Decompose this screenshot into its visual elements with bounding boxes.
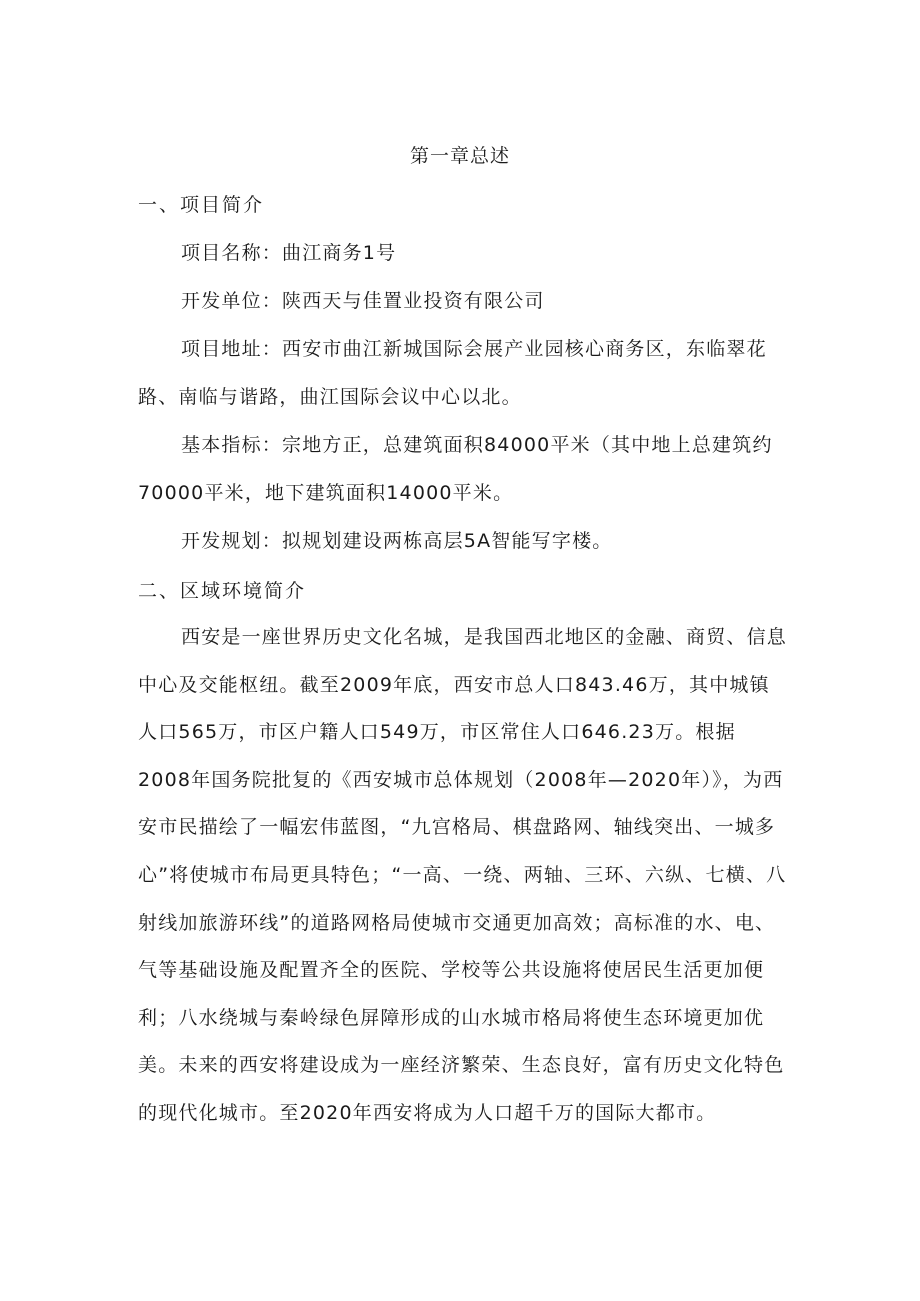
development-plan-paragraph: 开发规划：拟规划建设两栋高层5A智能写字楼。 (181, 530, 613, 552)
basic-indicators-paragraph: 基本指标：宗地方正，总建筑面积84000平米（其中地上总建筑约70000平米，地下建筑面积14000平米。 (138, 434, 773, 504)
project-address-paragraph: 项目地址：西安市曲江新城国际会展产业园核心商务区，东临翠花路、南临与谐路，曲江国际会议中心以北。 (138, 338, 767, 408)
section-heading-regional-environment: 二、区域环境简介 (138, 580, 307, 602)
section-heading-project-intro: 一、项目简介 (138, 194, 265, 216)
regional-environment-paragraph: 西安是一座世界历史文化名城，是我国西北地区的金融、商贸、信息中心及交能枢纽。截至2009年底，西安市总人口843.46万，其中城镇人口565万，市区户籍人口549万，市区常住人口646.23万。根据2008年国务院批复的《西安城市总体规划（2008年—2020年）》，为西安市民描绘了一幅宏伟蓝图，“九宫格局、棋盘路网、轴线突出、一城多心”将使城市布局更具特色；“一高、一绕、两轴、三环、六纵、七横、八射线加旅游环线”的道路网格局使城市交通更加高效；高标准的水、电、气等基础设施及配置齐全的医院、学校等公共设施将使居民生活更加便利；八水绕城与秦岭绿色屏障形成的山水城市格局将使生态环境更加优美。未来的西安将建设成为一座经济繁荣、生态良好，富有历史文化特色的现代化城市。至2020年西安将成为人口超千万的国际大都市。 (138, 626, 788, 1124)
developer-paragraph: 开发单位：陕西天与佳置业投资有限公司 (181, 290, 545, 312)
project-name-paragraph: 项目名称：曲江商务1号 (181, 242, 397, 264)
chapter-title: 第一章总述 (409, 145, 510, 167)
